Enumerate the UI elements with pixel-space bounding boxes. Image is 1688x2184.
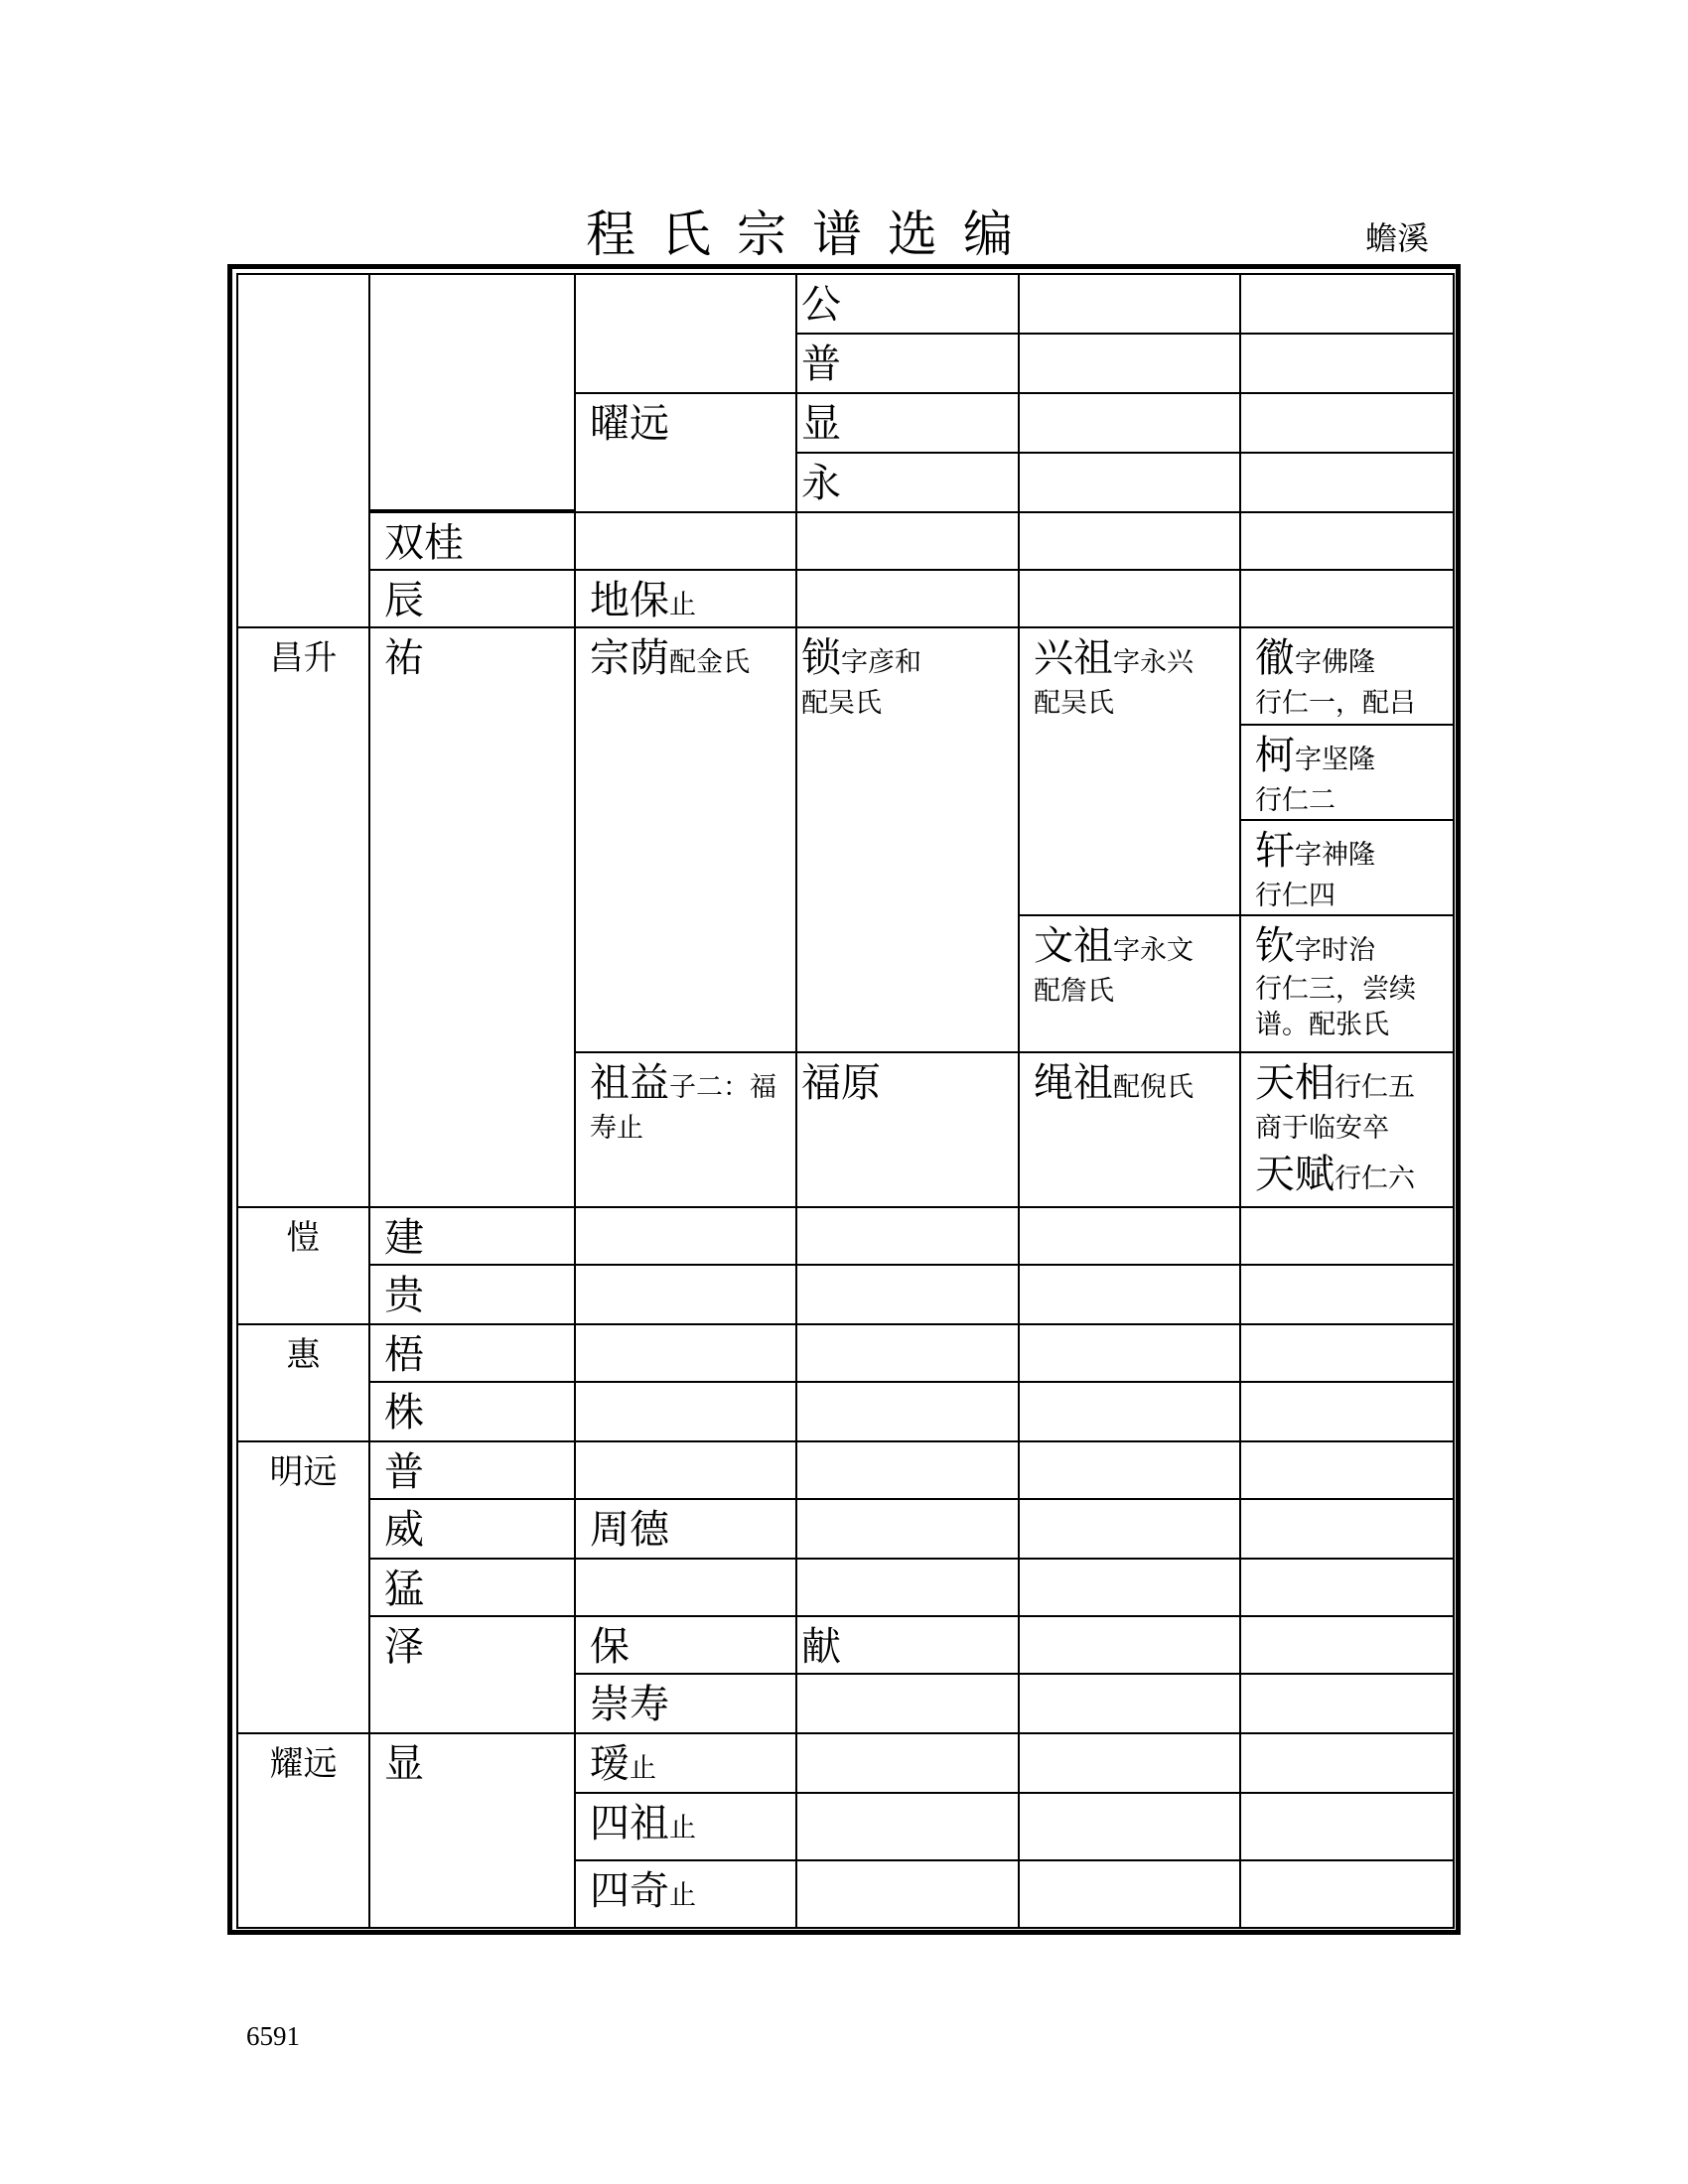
note: 字永兴	[1113, 647, 1194, 678]
gen1-cell	[236, 626, 370, 1208]
gen3-cell	[574, 626, 797, 1053]
name: 祖益	[590, 1060, 669, 1106]
gen4-cell	[795, 273, 1020, 335]
gen3-cell-empty	[574, 1440, 797, 1500]
gen5-cell-empty	[1018, 1498, 1241, 1560]
gen5-cell-empty	[1018, 1381, 1241, 1442]
name: 周德	[590, 1507, 669, 1553]
note: 配倪氏	[1113, 1072, 1194, 1103]
note: 子二：福	[669, 1072, 776, 1103]
gen6-cell-empty	[1239, 333, 1455, 394]
note: 行仁五	[1335, 1072, 1415, 1103]
gen4-cell	[795, 392, 1020, 454]
name: 天赋	[1255, 1152, 1335, 1197]
note: 字彦和	[841, 647, 921, 678]
gen6-cell	[1239, 724, 1455, 821]
gen2-cell	[368, 1498, 576, 1560]
page-number: 6591	[246, 2021, 300, 2051]
gen5-cell-empty	[1018, 273, 1241, 335]
note: 谱。配张氏	[1255, 1010, 1389, 1040]
note: 字坚隆	[1295, 745, 1375, 775]
gen6-cell-empty	[1239, 452, 1455, 513]
gen3-cell	[574, 569, 797, 628]
gen3-cell	[574, 1732, 797, 1794]
gen2-cell	[368, 1615, 576, 1734]
name: 显	[384, 1741, 424, 1787]
gen5-cell-empty	[1018, 511, 1241, 571]
gen2-cell	[368, 1323, 576, 1383]
name: 绳祖	[1034, 1060, 1113, 1106]
name: 四奇	[590, 1868, 669, 1914]
note: 行仁三，尝续	[1255, 974, 1416, 1005]
gen6-cell-empty	[1239, 392, 1455, 454]
gen3-cell	[574, 1498, 797, 1560]
gen6-cell	[1239, 819, 1455, 916]
gen4-cell-empty	[795, 511, 1020, 571]
gen3-cell	[574, 1859, 797, 1929]
gen4-cell	[795, 333, 1020, 394]
gen4-cell-empty	[795, 1673, 1020, 1734]
name: 文祖	[1034, 923, 1113, 969]
gen3-cell-empty	[574, 1558, 797, 1617]
gen4-cell-empty	[795, 1558, 1020, 1617]
name: 贵	[384, 1273, 424, 1318]
note: 止	[669, 1880, 696, 1911]
gen4-cell	[795, 452, 1020, 513]
gen4-cell-empty	[795, 1323, 1020, 1383]
name: 惠	[286, 1335, 321, 1375]
name: 威	[384, 1507, 424, 1553]
gen4-cell-empty	[795, 1732, 1020, 1794]
gen2-cell	[368, 1732, 576, 1929]
gen6-cell-empty	[1239, 1440, 1455, 1500]
note: 止	[669, 1813, 696, 1843]
gen2-cell	[368, 569, 576, 628]
gen5-cell-empty	[1018, 452, 1241, 513]
gen6-cell	[1239, 1051, 1455, 1208]
gen6-cell-empty	[1239, 569, 1455, 628]
gen3-cell	[574, 1673, 797, 1734]
gen4-cell-empty	[795, 1859, 1020, 1929]
name: 明远	[269, 1452, 338, 1492]
note: 行仁六	[1335, 1163, 1415, 1194]
name: 愷	[286, 1218, 321, 1258]
name: 徹	[1255, 635, 1295, 681]
gen2-cell	[368, 511, 576, 571]
name: 永	[801, 461, 841, 506]
gen3-cell	[574, 1051, 797, 1208]
name: 兴祖	[1034, 635, 1113, 681]
note: 配金氏	[669, 647, 750, 678]
note: 配吴氏	[1034, 688, 1114, 719]
gen5-cell-empty	[1018, 1615, 1241, 1675]
gen3-cell	[574, 1615, 797, 1675]
gen4-cell	[795, 1051, 1020, 1208]
gen6-cell	[1239, 914, 1455, 1053]
note: 配吴氏	[801, 688, 882, 719]
name: 猛	[384, 1567, 424, 1612]
gen2-cell	[368, 1206, 576, 1266]
name: 祐	[384, 635, 424, 681]
gen6-cell-empty	[1239, 1381, 1455, 1442]
gen5-cell-empty	[1018, 1558, 1241, 1617]
note: 寿止	[590, 1113, 643, 1144]
gen3-cell-empty	[574, 1323, 797, 1383]
note: 字永文	[1113, 935, 1194, 966]
name: 辰	[384, 578, 424, 623]
gen4-cell-empty	[795, 1381, 1020, 1442]
gen2-cell-empty	[368, 273, 576, 511]
name: 泽	[384, 1624, 424, 1670]
gen3-cell-empty	[574, 1381, 797, 1442]
name: 四祖	[590, 1801, 669, 1846]
gen6-cell-empty	[1239, 1859, 1455, 1929]
gen4-cell	[795, 1615, 1020, 1675]
gen1-cell	[236, 1732, 370, 1929]
gen6-cell-empty	[1239, 1673, 1455, 1734]
gen5-cell	[1018, 1051, 1241, 1208]
note: 行仁一，配吕	[1255, 688, 1416, 719]
gen1-cell	[236, 1323, 370, 1442]
gen3-cell	[574, 392, 797, 513]
gen6-cell-empty	[1239, 1264, 1455, 1325]
name: 普	[801, 341, 841, 387]
gen5-cell	[1018, 914, 1241, 1053]
name: 崇寿	[590, 1682, 669, 1727]
gen1-cell	[236, 1206, 370, 1325]
gen3-cell	[574, 1792, 797, 1861]
gen5-cell-empty	[1018, 333, 1241, 394]
name: 建	[384, 1215, 424, 1261]
gen4-cell	[795, 626, 1020, 1053]
gen6-cell-empty	[1239, 1615, 1455, 1675]
name: 宗荫	[590, 635, 669, 681]
gen6-cell-empty	[1239, 1206, 1455, 1266]
name: 轩	[1255, 828, 1295, 874]
gen3-cell-empty	[574, 273, 797, 394]
gen5-cell-empty	[1018, 1859, 1241, 1929]
gen2-cell	[368, 1264, 576, 1325]
page-title: 程氏宗谱选编	[586, 205, 1039, 263]
name: 福原	[801, 1060, 881, 1106]
name: 锁	[801, 635, 841, 681]
gen5-cell-empty	[1018, 1673, 1241, 1734]
name: 普	[384, 1449, 424, 1495]
note: 字神隆	[1295, 840, 1375, 871]
name: 地保	[590, 578, 669, 623]
gen6-cell-empty	[1239, 1558, 1455, 1617]
gen4-cell-empty	[795, 1206, 1020, 1266]
name: 梧	[384, 1332, 424, 1378]
name: 瑷	[590, 1741, 630, 1787]
gen2-cell	[368, 626, 576, 1208]
note: 配詹氏	[1034, 976, 1114, 1007]
gen6-cell-empty	[1239, 1732, 1455, 1794]
gen5-cell-empty	[1018, 1440, 1241, 1500]
gen5-cell-empty	[1018, 1323, 1241, 1383]
gen2-cell	[368, 1558, 576, 1617]
gen6-cell-empty	[1239, 1323, 1455, 1383]
note: 行仁二	[1255, 785, 1336, 816]
gen2-cell	[368, 1381, 576, 1442]
name: 双桂	[384, 520, 464, 566]
note: 止	[630, 1753, 656, 1784]
name: 献	[801, 1624, 841, 1670]
gen4-cell-empty	[795, 1440, 1020, 1500]
name: 天相	[1255, 1060, 1335, 1106]
gen5-cell	[1018, 626, 1241, 916]
gen5-cell-empty	[1018, 569, 1241, 628]
gen1-cell-empty	[236, 273, 370, 628]
name: 曜远	[590, 401, 669, 447]
genealogy-table	[236, 273, 1455, 1929]
gen6-cell-empty	[1239, 511, 1455, 571]
gen6-cell	[1239, 626, 1455, 726]
note: 止	[669, 590, 696, 620]
name: 柯	[1255, 733, 1295, 778]
name: 钦	[1255, 923, 1295, 969]
name: 公	[801, 282, 841, 328]
gen4-cell-empty	[795, 1264, 1020, 1325]
gen2-cell	[368, 1440, 576, 1500]
gen5-cell-empty	[1018, 1792, 1241, 1861]
gen3-cell-empty	[574, 1206, 797, 1266]
name: 株	[384, 1390, 424, 1435]
gen6-cell-empty	[1239, 1792, 1455, 1861]
note: 字时治	[1295, 935, 1375, 966]
gen4-cell-empty	[795, 1498, 1020, 1560]
gen4-cell-empty	[795, 1792, 1020, 1861]
gen5-cell-empty	[1018, 1206, 1241, 1266]
gen5-cell-empty	[1018, 1732, 1241, 1794]
gen6-cell-empty	[1239, 1498, 1455, 1560]
gen5-cell-empty	[1018, 1264, 1241, 1325]
note: 商于临安卒	[1255, 1113, 1389, 1144]
gen4-cell-empty	[795, 569, 1020, 628]
gen3-cell-empty	[574, 511, 797, 571]
note: 行仁四	[1255, 881, 1336, 911]
note: 字佛隆	[1295, 647, 1375, 678]
name: 显	[801, 401, 841, 447]
gen5-cell-empty	[1018, 392, 1241, 454]
name: 耀远	[269, 1744, 338, 1784]
gen1-cell	[236, 1440, 370, 1734]
place-label: 蟾溪	[1365, 219, 1430, 257]
gen3-cell-empty	[574, 1264, 797, 1325]
gen6-cell-empty	[1239, 273, 1455, 335]
name: 保	[590, 1624, 630, 1670]
name: 昌升	[269, 638, 338, 678]
